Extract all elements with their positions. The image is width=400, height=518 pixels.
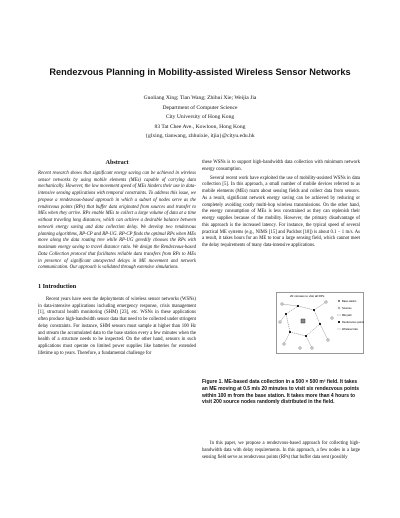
abstract-heading: Abstract — [105, 159, 129, 166]
author-address: 83 Tat Chee Ave., Kowloon, Hong Kong — [154, 123, 246, 130]
legend-me-path: ME path — [342, 314, 352, 317]
legend-base-station: Base station — [342, 300, 357, 303]
right-column — [202, 160, 360, 252]
author-names: Guoliang Xing; Tian Wang; Zhihui Xie; Weijia Jia — [143, 95, 257, 101]
intro-paragraph: Recent years have seen the deployments of wireless sensor networks (WSNs) in data-intensive applications including emergency response, crisis management [1], structural health monitoring (SHM) [23], etc. WSNs in these applications often produce high-bandwidth sensor data that need to be collected under stringent delay constraints. For instance, SHM sensors must sample at higher than 100 Hz and stream the accumulated data to the base station every a few minutes when the health of a structure needs to be inspected. On the other hand, sensors in such applications must operate on limited power supplies like batteries for extended lifetime up to years. Therefore, a fundamental challenge for — [38, 296, 196, 356]
right-paragraph-3-text: In this paper, we propose a rendezvous-based approach for collecting high-bandwidth data with delay requirements. In this approach, a few nodes in a large sensing field serve as rendezvous points (RPs) that buffer data sent (possibly — [202, 441, 360, 460]
abstract-text: Recent research shows that significant energy saving can be achieved in wireless sensor networks by using mobile elements (MEs) capable of carrying data mechanically. However, the low movement speed of MEs hinders their use in data-intensive sensing applications with temporal constraints. To address this issue, we propose a rendezvous-based approach in which a subset of nodes serve as the rendezvous points (RPs) that buffer data originated from sources and transfer to MEs when they arrive. RPs enable MEs to collect a large volume of data at a time without traveling long distances, which can achieve a desirable balance between network energy saving and data collection delay. We develop two rendezvous planning algorithms, RP-CP and RP-UG. RP-CP finds the optimal RPs when MEs move along the data routing tree while RP-UG greedily chooses the RPs with maximum energy saving to travel distance ratio. We design the Rendezvous-based Data Collection protocol that facilitates reliable data transfers from RPs to MEs in presence of significant unexpected delays in ME movement and network communication. Our approach is validated through extensive simulations. — [38, 170, 196, 271]
author-block — [0, 94, 400, 142]
author-univ: City University of Hong Kong — [165, 114, 235, 121]
right-paragraph-1: these WSNs is to support high-bandwidth data collection with minimum network energy consumption. — [202, 160, 360, 172]
figure-note: 20 minutes to visit all RPs — [290, 294, 325, 298]
author-email: {glxing, tianwang, zhhuixie, itjia}@cityu.edu.hk — [145, 133, 255, 140]
base-station-icon — [301, 319, 305, 323]
intro-heading: 1 Introduction — [38, 283, 77, 290]
right-paragraph-3 — [202, 441, 360, 463]
author-dept: Department of Computer Science — [162, 104, 238, 111]
paper-title: Rendezvous Planning in Mobility-assisted Wireless Sensor Networks — [49, 67, 351, 77]
legend-sources: Sources — [342, 307, 352, 310]
left-column — [38, 160, 196, 360]
legend-wireless-links: Wireless links — [342, 328, 358, 331]
legend-rendezvous: Rendezvous points — [342, 321, 364, 324]
right-paragraph-2: Several recent work have exploited the use of mobility-assisted WSNs in data collection [5]. In this approach, a small number of mobile devices referred to as mobile elements (MEs) roam about sensing fields and collect data from sensors. As a result, significant network energy saving can be achieved by reducing or completely avoiding costly multi-hop wireless transmissions. On the other hand, the energy consumption of MEs is less constrained as they can replenish their energy supplies because of the mobility. However, the primary disadvantage of this approach is the increased latency. For instance, the typical speed of several practical ME systems (e.g., NIMS [15] and Packbot [18]) is about 0.1 − 1 m/s. As a result, it takes hours for an ME to tour a large sensing field, which cannot meet the delay requirements of many data-intensive applications. — [202, 175, 360, 248]
figure-caption: Figure 1. ME-based data collection in a 500 × 500 m² field. It takes an ME moving at 0.5 m/s 20 minutes to visit six rendezvous points within 100 m from the base station. It takes more than 4 hours to visit 200 source nodes randomly distributed in the field. — [202, 379, 359, 406]
figure-legend — [337, 299, 364, 331]
figure-1-diagram — [276, 292, 364, 354]
